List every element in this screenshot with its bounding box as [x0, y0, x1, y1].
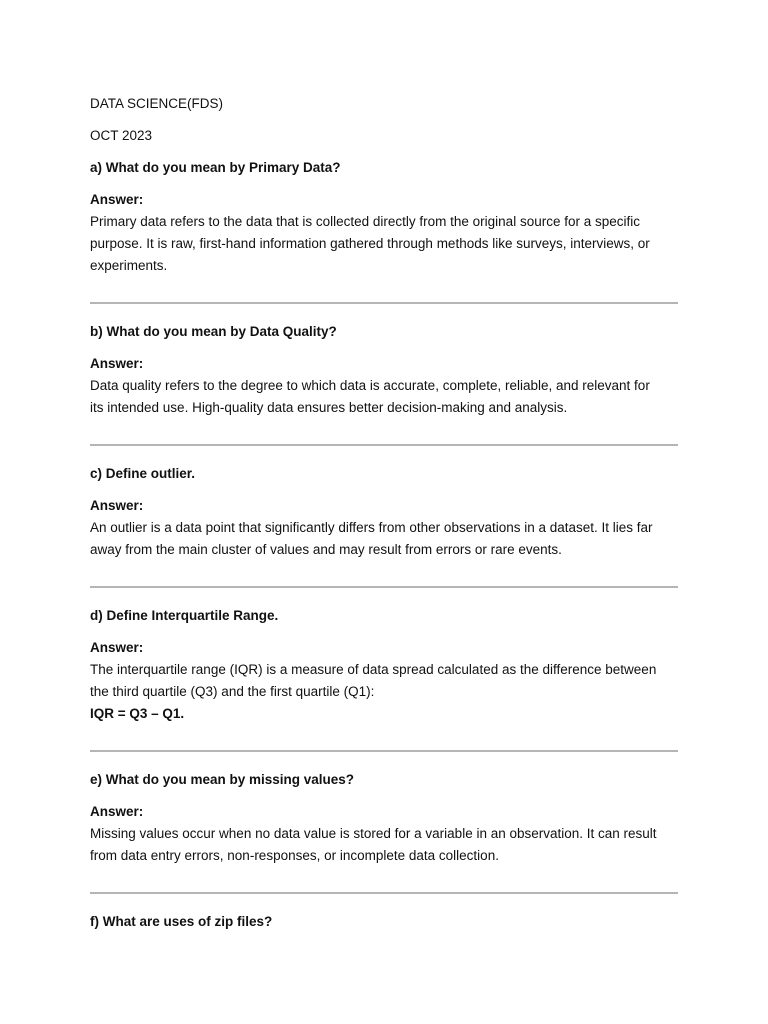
answer-line: purpose. It is raw, first-hand information gathered through methods like surveys, interviews, or [90, 236, 650, 251]
document-page [90, 93, 680, 943]
section-divider [90, 586, 678, 588]
iqr-formula: IQR = Q3 – Q1. [90, 706, 185, 721]
question-heading: f) What are uses of zip files? [90, 914, 273, 929]
section-divider [90, 302, 678, 304]
answer-line: experiments. [90, 258, 168, 273]
answer-line: Data quality refers to the degree to which data is accurate, complete, reliable, and relevant for [90, 378, 650, 393]
document-session: OCT 2023 [90, 128, 153, 143]
document-subject: DATA SCIENCE(FDS) [90, 96, 224, 111]
qa-block-d [90, 605, 680, 725]
answer-line: The interquartile range (IQR) is a measure of data spread calculated as the difference between [90, 662, 657, 677]
qa-block-b [90, 321, 680, 419]
answer-line: Primary data refers to the data that is collected directly from the original source for a specific [90, 214, 640, 229]
answer-line: its intended use. High-quality data ensures better decision-making and analysis. [90, 400, 568, 415]
answer-label: Answer: [90, 498, 144, 513]
question-heading: b) What do you mean by Data Quality? [90, 324, 337, 339]
qa-block-a [90, 157, 680, 277]
section-divider [90, 892, 678, 894]
question-heading: e) What do you mean by missing values? [90, 772, 355, 787]
answer-label: Answer: [90, 192, 144, 207]
answer-line: the third quartile (Q3) and the first quartile (Q1): [90, 684, 375, 699]
answer-line: Missing values occur when no data value is stored for a variable in an observation. It can result [90, 826, 657, 841]
section-divider [90, 750, 678, 752]
answer-line: An outlier is a data point that significantly differs from other observations in a dataset. It lies far [90, 520, 653, 535]
question-heading: c) Define outlier. [90, 466, 196, 481]
qa-block-c [90, 463, 680, 561]
question-heading: a) What do you mean by Primary Data? [90, 160, 341, 175]
answer-label: Answer: [90, 356, 144, 371]
qa-block-e [90, 769, 680, 867]
answer-line: away from the main cluster of values and may result from errors or rare events. [90, 542, 562, 557]
section-divider [90, 444, 678, 446]
answer-label: Answer: [90, 804, 144, 819]
answer-label: Answer: [90, 640, 144, 655]
question-heading: d) Define Interquartile Range. [90, 608, 279, 623]
qa-block-f [90, 911, 680, 933]
answer-line: from data entry errors, non-responses, or incomplete data collection. [90, 848, 499, 863]
